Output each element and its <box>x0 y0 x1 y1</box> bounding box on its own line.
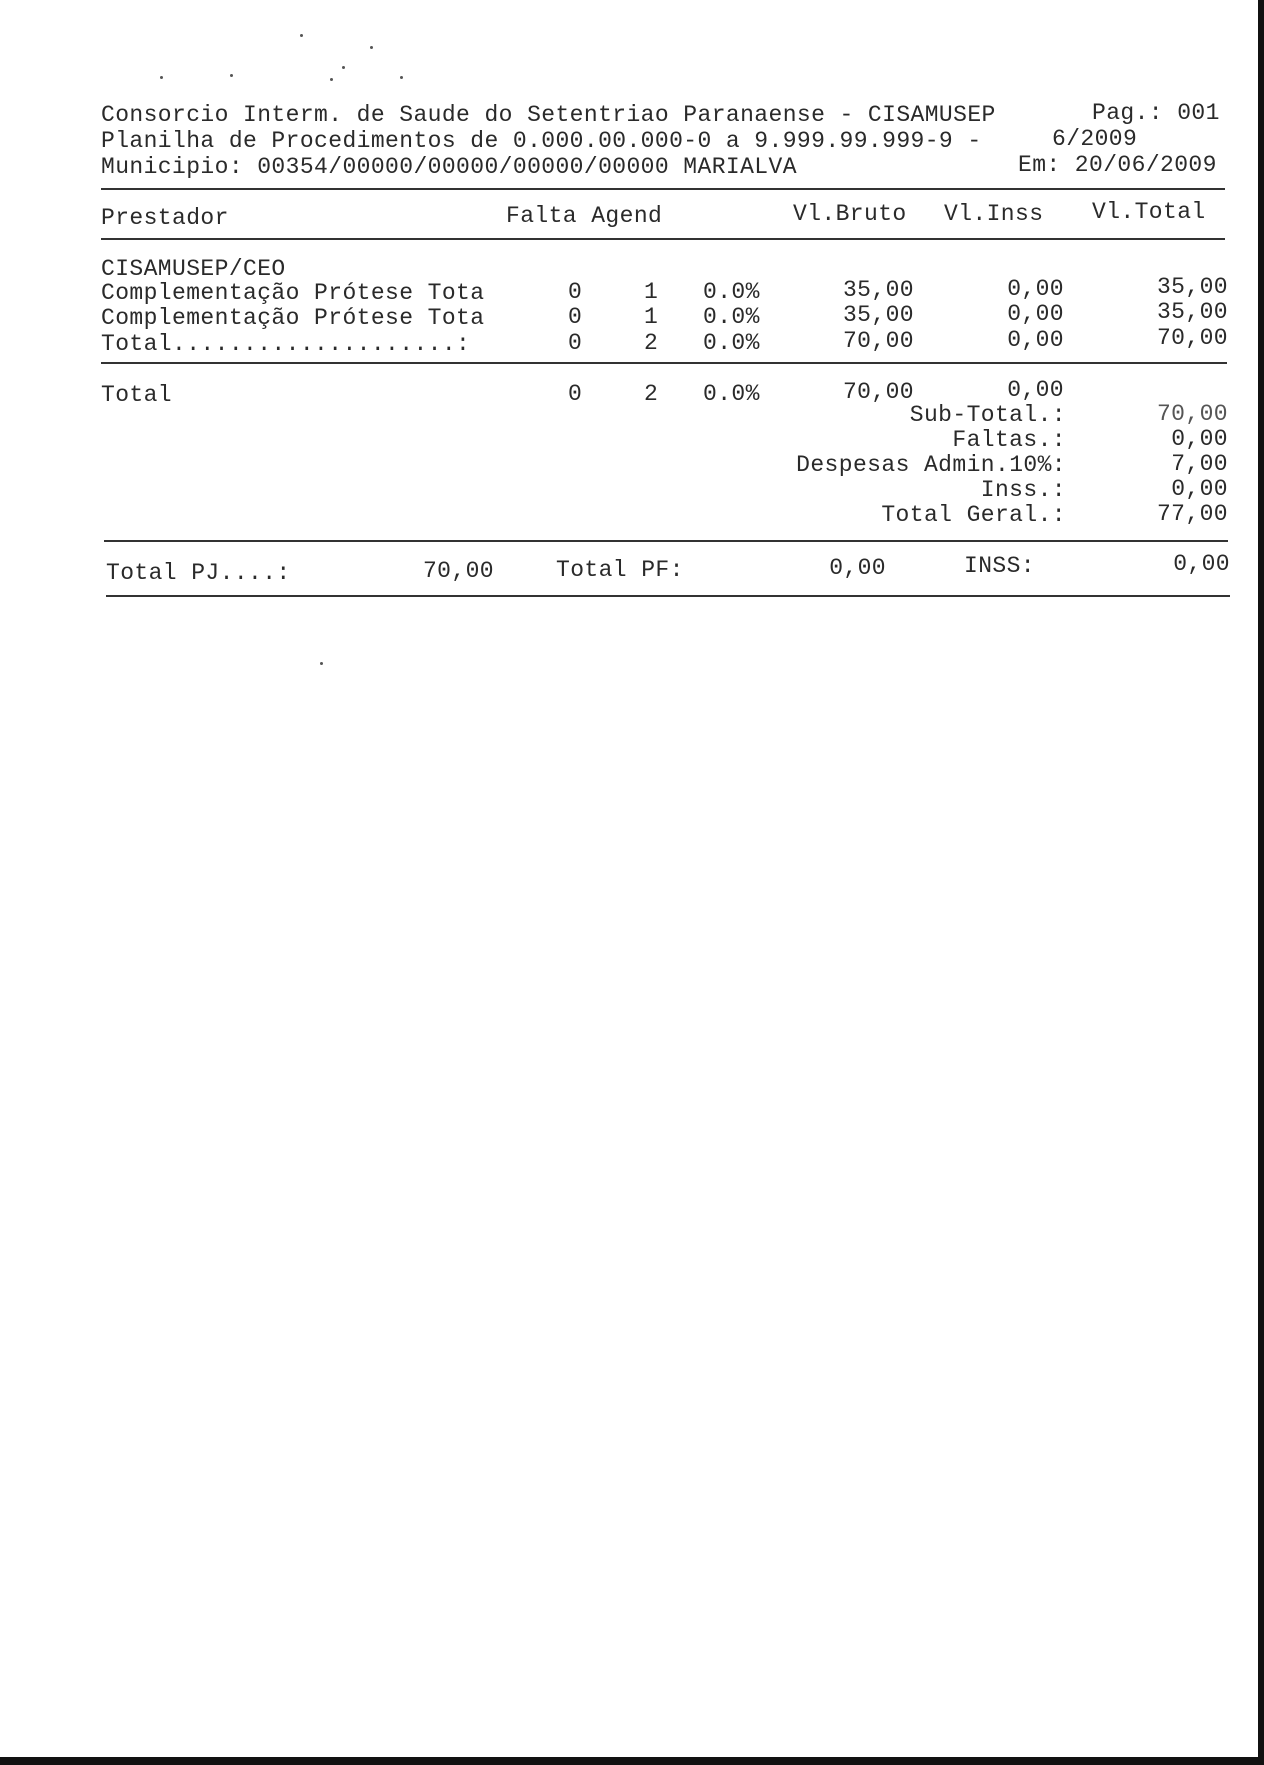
provider-total-value: 70,00 <box>1156 325 1228 351</box>
row-falta: 0 <box>568 279 583 305</box>
footer-divider <box>106 595 1230 597</box>
grand-total-bruto: 70,00 <box>842 379 914 405</box>
col-inss: Vl.Inss <box>944 201 1044 227</box>
scan-speck <box>230 74 233 77</box>
inss-label: INSS: <box>964 553 1036 579</box>
total-pj-value: 70,00 <box>422 558 494 584</box>
report-period: 6/2009 <box>1052 126 1138 152</box>
provider-total-label: Total....................: <box>101 331 471 357</box>
municipality: Municipio: 00354/00000/00000/00000/00000 MARIALVA <box>101 154 797 180</box>
scan-speck <box>342 66 345 69</box>
grand-total-pct: 0.0% <box>703 381 760 407</box>
scan-speck <box>330 78 333 81</box>
row-bruto: 35,00 <box>842 302 914 328</box>
total-pj-label: Total PJ....: <box>106 560 291 586</box>
scan-speck <box>370 46 373 49</box>
summary-label: Faltas.: <box>952 427 1066 453</box>
row-inss: 0,00 <box>1007 301 1064 327</box>
provider-total-pct: 0.0% <box>703 330 760 356</box>
row-bruto: 35,00 <box>842 277 914 303</box>
summary-label: Total Geral.: <box>881 502 1066 528</box>
total-pf-value: 0,00 <box>829 555 886 581</box>
summary-label: Sub-Total.: <box>909 402 1066 428</box>
scan-speck <box>400 76 403 79</box>
page-number: Pag.: 001 <box>1092 100 1220 126</box>
row-falta: 0 <box>568 304 583 330</box>
col-total: Vl.Total <box>1092 199 1206 225</box>
scan-speck <box>160 76 163 79</box>
scan-speck <box>300 34 303 37</box>
row-total: 35,00 <box>1156 299 1228 325</box>
total-pf-label: Total PF: <box>556 557 684 583</box>
emission-date: Em: 20/06/2009 <box>1018 152 1217 178</box>
row-description: Complementação Prótese Tota <box>101 280 485 306</box>
columns-divider <box>101 238 1225 240</box>
grand-total-inss: 0,00 <box>1007 377 1064 403</box>
provider-total-falta: 0 <box>568 330 583 356</box>
row-agend: 1 <box>644 304 659 330</box>
inss-value: 0,00 <box>1173 551 1230 577</box>
row-pct: 0.0% <box>703 304 760 330</box>
summary-value: 77,00 <box>1156 501 1228 527</box>
row-total: 35,00 <box>1156 274 1228 300</box>
summary-label: Despesas Admin.10%: <box>796 452 1066 478</box>
summary-value: 0,00 <box>1171 476 1228 502</box>
row-description: Complementação Prótese Tota <box>101 305 485 331</box>
col-falta-agend: Falta Agend <box>506 203 663 229</box>
provider-total-agend: 2 <box>644 330 659 356</box>
provider-divider <box>101 362 1227 364</box>
col-bruto: Vl.Bruto <box>793 201 907 227</box>
row-pct: 0.0% <box>703 279 760 305</box>
summary-value: 7,00 <box>1171 451 1228 477</box>
summary-value: 70,00 <box>1156 401 1228 427</box>
summary-label: Inss.: <box>980 477 1066 503</box>
header-divider <box>101 188 1225 190</box>
row-agend: 1 <box>644 279 659 305</box>
provider-total-inss: 0,00 <box>1007 327 1064 353</box>
scan-edge-bottom <box>0 1757 1264 1765</box>
grand-total-agend: 2 <box>644 381 659 407</box>
summary-value: 0,00 <box>1171 426 1228 452</box>
grand-total-falta: 0 <box>568 381 583 407</box>
report-title: Consorcio Interm. de Saude do Setentriao Paranaense - CISAMUSEP <box>101 102 996 128</box>
grand-total-label: Total <box>101 382 173 408</box>
provider-name: CISAMUSEP/CEO <box>101 256 286 282</box>
scan-edge-right <box>1258 0 1264 1765</box>
scan-speck <box>320 662 323 665</box>
col-prestador: Prestador <box>101 205 229 231</box>
report-subtitle: Planilha de Procedimentos de 0.000.00.000-0 a 9.999.99.999-9 - <box>101 128 982 154</box>
row-inss: 0,00 <box>1007 276 1064 302</box>
provider-total-bruto: 70,00 <box>842 328 914 354</box>
summary-divider <box>104 540 1228 542</box>
